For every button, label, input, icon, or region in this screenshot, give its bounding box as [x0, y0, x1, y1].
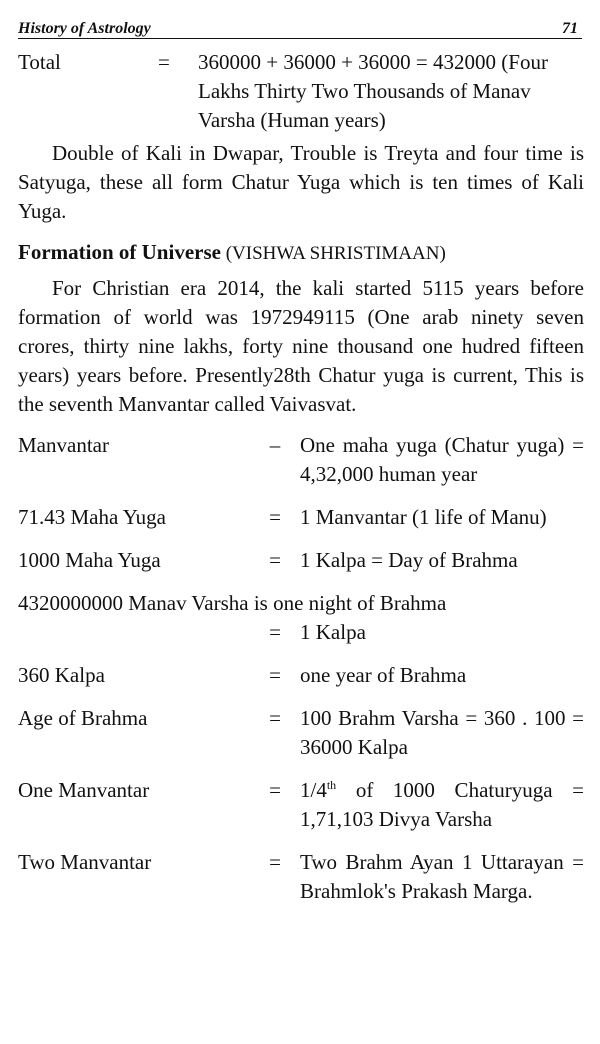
table-row: [18, 776, 584, 834]
running-title: History of Astrology: [18, 20, 151, 37]
page-number: 71: [562, 20, 578, 37]
row-value: 1/4th of 1000 Chaturyuga = 1,71,103 Divya Varsha: [300, 778, 584, 831]
total-row: [18, 48, 584, 135]
row-operator: =: [269, 505, 281, 529]
row-key: One Manvantar: [18, 778, 150, 802]
row-key: 71.43 Maha Yuga: [18, 505, 166, 529]
row-operator: =: [269, 663, 281, 687]
row-key: 1000 Maha Yuga: [18, 548, 161, 572]
table-row: [18, 589, 584, 647]
page-header: [18, 8, 582, 39]
row-value: 1 Manvantar (1 life of Manu): [300, 505, 547, 529]
table-row: [18, 704, 584, 762]
row-value: Two Brahm Ayan 1 Uttarayan = Brahmlok's Prakash Marga.: [300, 850, 584, 903]
row-operator: =: [269, 548, 281, 572]
section-heading-subtitle: (VISHWA SHRISTIMAAN): [220, 243, 446, 264]
total-label: Total: [18, 50, 61, 74]
section-heading-title: Formation of Universe: [18, 240, 221, 264]
section-heading: [18, 238, 584, 268]
table-row: [18, 661, 584, 690]
row-key: Manvantar: [18, 433, 109, 457]
row-key: Two Manvantar: [18, 850, 152, 874]
row-operator: =: [269, 850, 281, 874]
table-row: [18, 848, 584, 906]
equivalence-table: [18, 431, 584, 906]
row-operator: –: [269, 433, 281, 457]
row-value: one year of Brahma: [300, 663, 467, 687]
row-value: 1 Kalpa = Day of Brahma: [300, 548, 518, 572]
row-value: One maha yuga (Chatur yuga) = 4,32,000 human year: [300, 433, 584, 486]
row-full-line: 4320000000 Manav Varsha is one night of Brahma: [18, 591, 447, 615]
table-row: [18, 546, 584, 575]
row-operator: =: [269, 620, 281, 644]
row-operator: =: [269, 778, 281, 802]
table-row: [18, 431, 584, 489]
page-body: [18, 42, 584, 920]
paragraph-formation: For Christian era 2014, the kali started 5115 years before formation of world was 1972949115 (One arab ninety seven crores, thirty nine lakhs, forty nine thousand one hudred fifteen years) years before. Presently28th Chatur yuga is current, This is the seventh Manvantar called Vaivasvat.: [18, 276, 584, 416]
row-key: 360 Kalpa: [18, 663, 105, 687]
total-operator: =: [158, 50, 170, 74]
table-row: [18, 503, 584, 532]
row-value: 1 Kalpa: [300, 620, 366, 644]
row-key: Age of Brahma: [18, 706, 148, 730]
row-operator: =: [269, 706, 281, 730]
row-value: 100 Brahm Varsha = 360 . 100 = 36000 Kalpa: [300, 706, 584, 759]
paragraph-chatur-yuga: Double of Kali in Dwapar, Trouble is Treyta and four time is Satyuga, these all form Chatur Yuga which is ten times of Kali Yuga.: [18, 141, 584, 223]
total-value: 360000 + 36000 + 36000 = 432000 (Four Lakhs Thirty Two Thousands of Manav Varsha (Human years): [198, 50, 548, 132]
